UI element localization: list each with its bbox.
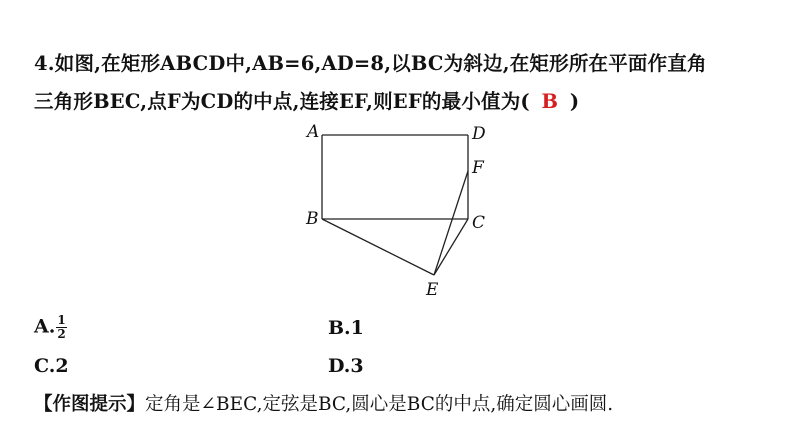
label-e: E	[426, 280, 439, 300]
option-a-prefix: A.	[34, 315, 56, 338]
fraction-numerator: 1	[57, 313, 66, 327]
label-a: A	[307, 122, 320, 142]
hint-tag: 【作图提示】	[34, 394, 146, 415]
segment-be	[322, 219, 434, 275]
question-line-2	[34, 86, 579, 114]
question-line-2-text: 三角形BEC,点F为CD的中点,连接EF,则EF的最小值为(	[34, 90, 530, 113]
label-f: F	[472, 158, 484, 178]
hint-text: 定角是∠BEC,定弦是BC,圆心是BC的中点,确定圆心画圆.	[145, 394, 614, 415]
label-c: C	[472, 213, 486, 233]
closing-paren: )	[569, 90, 580, 113]
fraction-denominator: 2	[57, 327, 66, 341]
geometry-figure	[290, 115, 510, 305]
question-line-1: 4.如图,在矩形ABCD中,AB=6,AD=8,以BC为斜边,在矩形所在平面作直角	[34, 52, 707, 75]
label-d: D	[472, 124, 486, 144]
segment-ce	[434, 219, 468, 275]
answer-mark: B	[541, 90, 559, 113]
label-b: B	[306, 209, 319, 229]
drawing-hint	[34, 390, 613, 416]
segment-fe	[434, 171, 468, 275]
option-a	[34, 314, 67, 341]
option-a-fraction	[56, 314, 66, 341]
option-d: D.3	[328, 355, 364, 377]
option-b: B.1	[328, 317, 364, 339]
option-c: C.2	[34, 355, 69, 377]
